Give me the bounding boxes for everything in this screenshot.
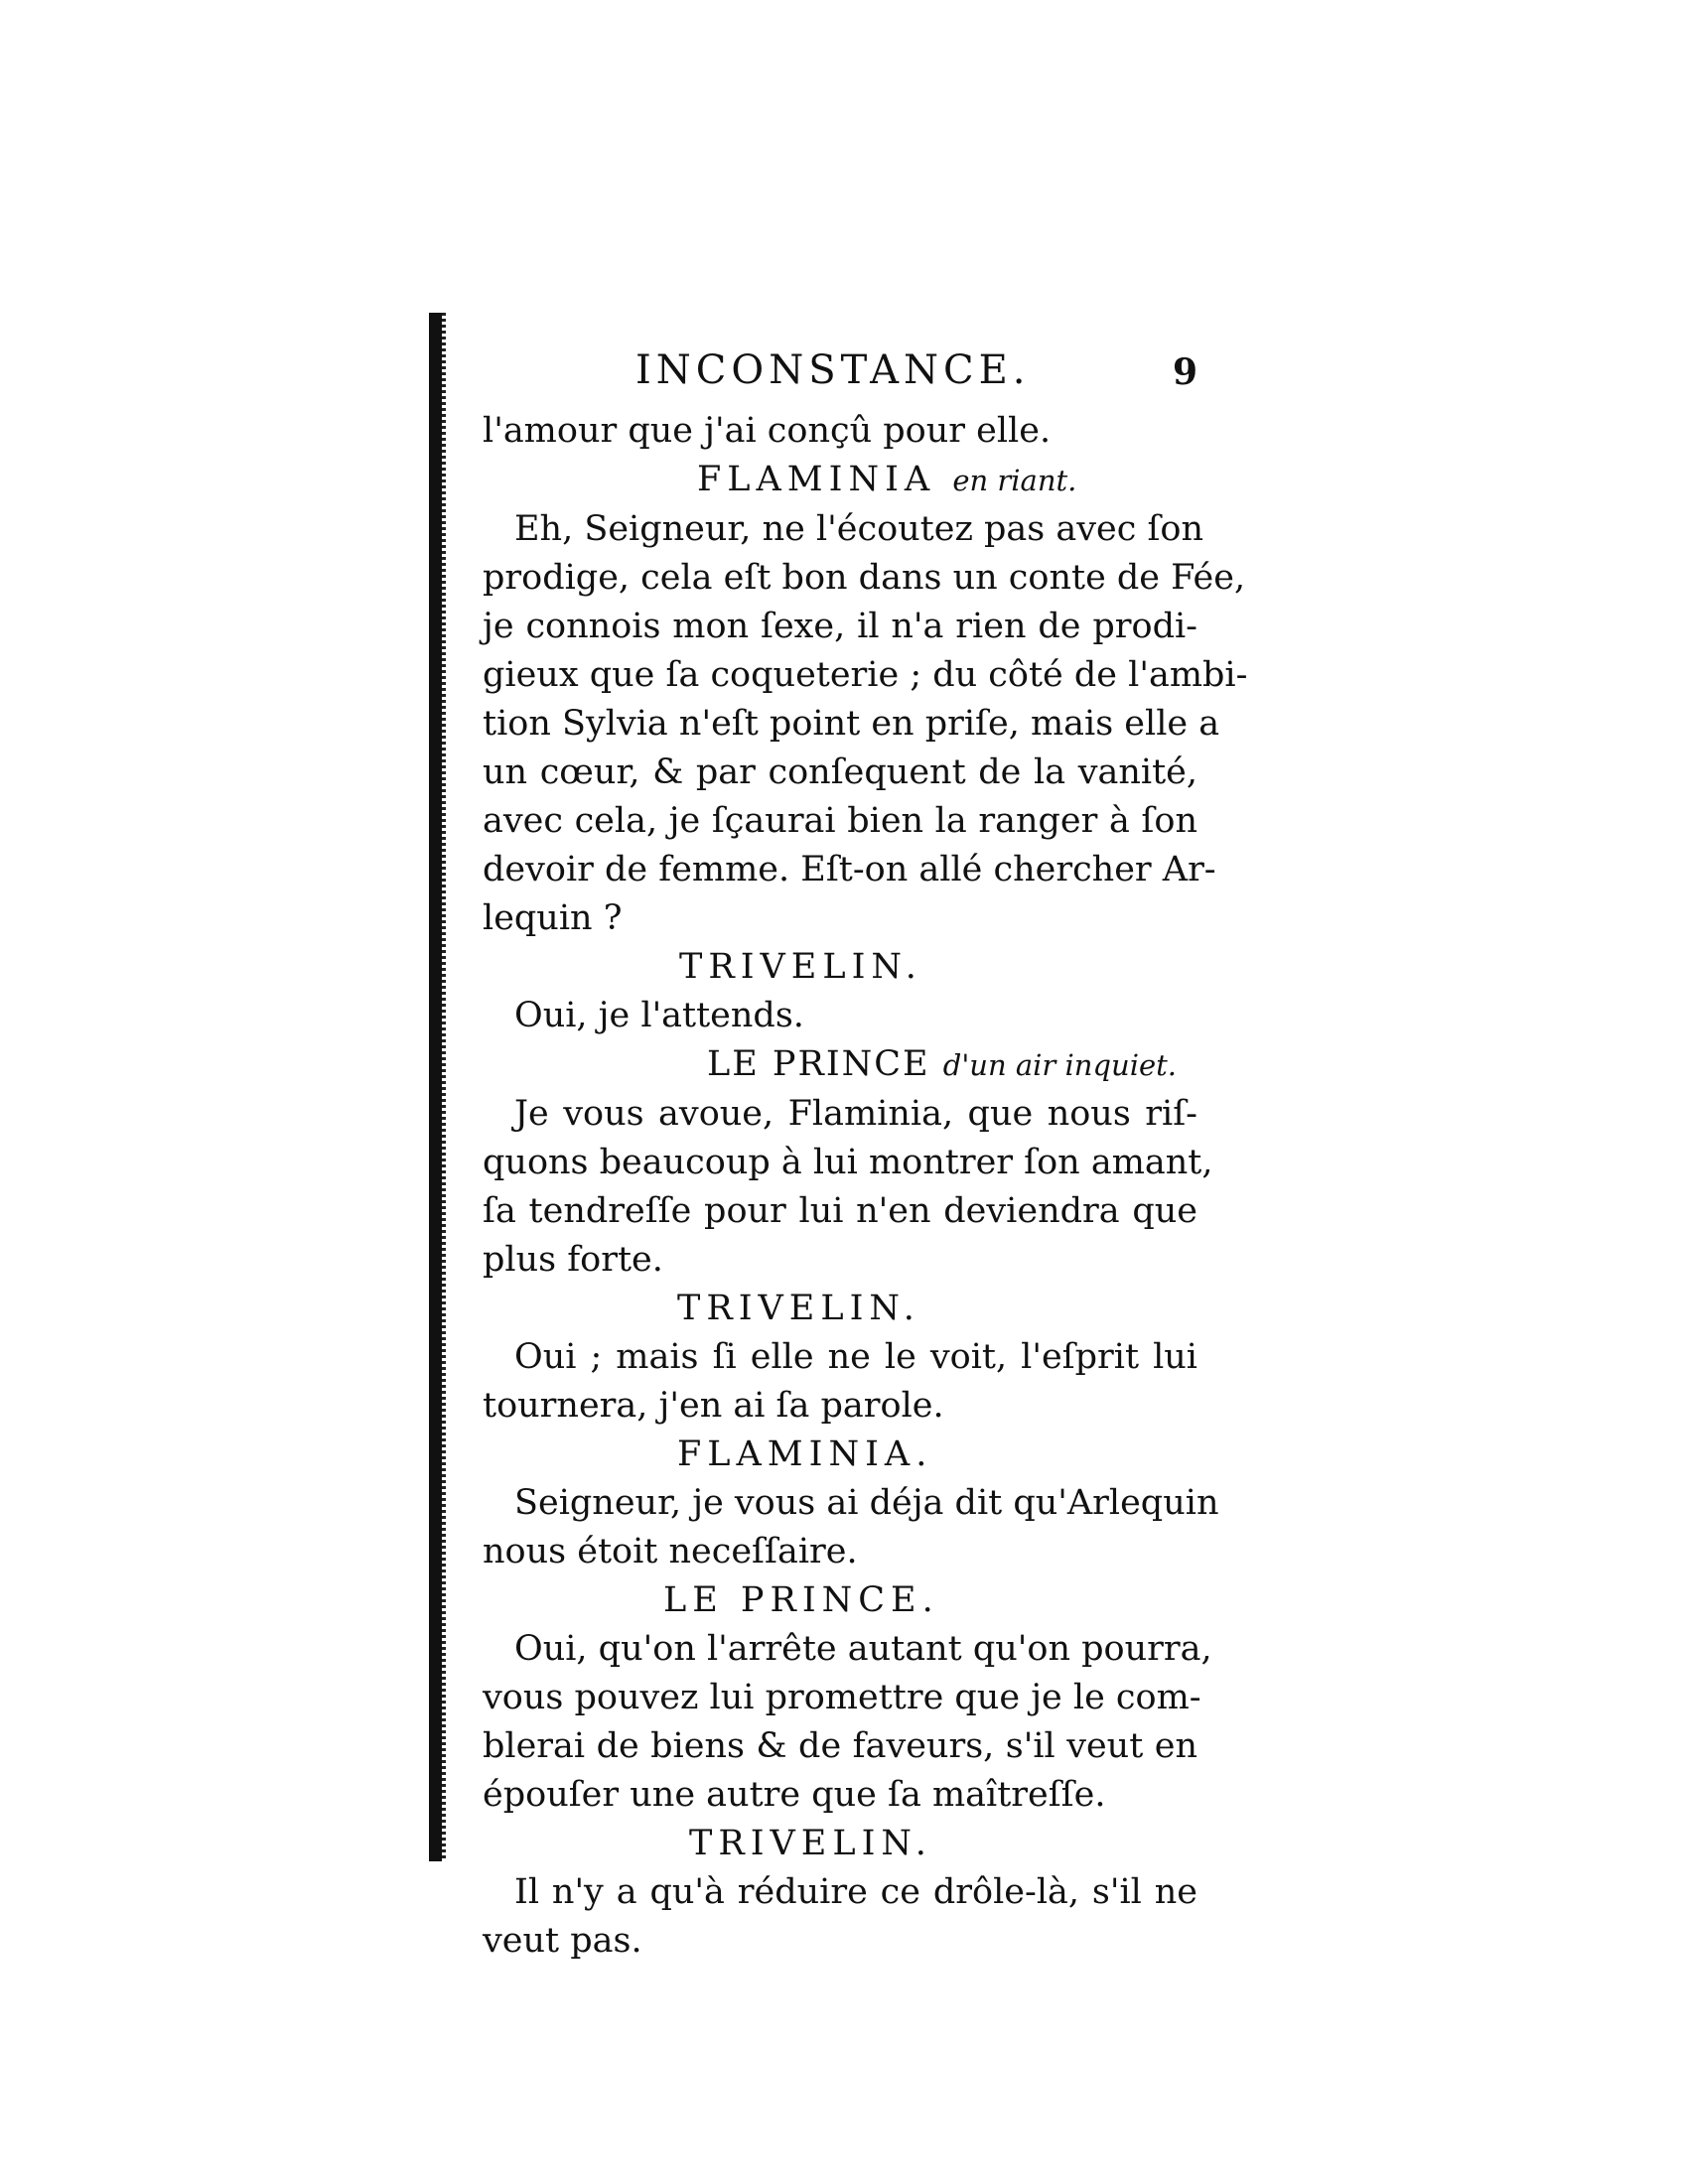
speech-line: ſa tendreſſe pour lui n'en deviendra que: [483, 1191, 1197, 1231]
speech-line: Oui ; mais ſi elle ne le voit, l'eſprit lui: [514, 1337, 1197, 1377]
speech-line: tion Sylvia n'eſt point en priſe, mais elle a: [483, 704, 1220, 744]
speaker-heading: [483, 1431, 1197, 1479]
speech-line: lequin ?: [483, 898, 623, 938]
speech-paragraph: [483, 505, 1248, 943]
running-head: [483, 347, 1197, 407]
speech-paragraph: [483, 1625, 1212, 1820]
speaker-heading: [483, 943, 1197, 992]
speaker-heading: [483, 456, 1197, 505]
speech-line: blerai de biens & de faveurs, s'il veut en: [483, 1726, 1197, 1766]
speaker-heading: [483, 1285, 1197, 1333]
speaker-heading: [483, 1040, 1197, 1090]
speech-line: vous pouvez lui promettre que je le com-: [483, 1678, 1201, 1717]
speech-line: épouſer une autre que ſa maîtreſſe.: [483, 1775, 1106, 1815]
speech-line: Je vous avoue, Flaminia, que nous riſ-: [514, 1094, 1197, 1134]
speaker-heading: [483, 1576, 1197, 1625]
page-gutter-edge: [429, 313, 442, 1861]
continuation-line: l'amour que j'ai conçû pour elle.: [483, 411, 1052, 451]
speech-paragraph: [483, 1868, 1197, 1966]
speaker-name: TRIVELIN.: [679, 947, 922, 987]
text-block: [483, 347, 1248, 1966]
speech-paragraph: [483, 1479, 1219, 1576]
speech-line: prodige, cela eſt bon dans un conte de Fée,: [483, 558, 1246, 598]
speaker-name: TRIVELIN.: [677, 1289, 920, 1328]
speech-line: je connois mon ſexe, il n'a rien de prodi-: [483, 607, 1197, 646]
speech-line: devoir de femme. Eſt-on allé chercher Ar-: [483, 850, 1216, 889]
speech-line: Oui, qu'on l'arrête autant qu'on pourra,: [514, 1629, 1212, 1669]
speech-paragraph: [483, 1333, 1197, 1431]
speech-line: Seigneur, je vous ai déja dit qu'Arlequin: [514, 1483, 1219, 1523]
speaker-name: FLAMINIA.: [677, 1434, 933, 1474]
page-gutter-texture: [442, 313, 446, 1861]
speaker-name: TRIVELIN.: [689, 1824, 932, 1863]
speech-line: Eh, Seigneur, ne l'écoutez pas avec ſon: [514, 509, 1204, 549]
speech-line: plus forte.: [483, 1240, 663, 1280]
speaker-name: LE PRINCE: [707, 1044, 930, 1084]
stage-direction: en riant.: [952, 464, 1077, 497]
speech-line: gieux que ſa coqueterie ; du côté de l'ambi-: [483, 655, 1248, 695]
speech-line: un cœur, & par conſequent de la vanité,: [483, 752, 1197, 792]
speaker-name: FLAMINIA: [697, 460, 936, 499]
speech-line: Il n'y a qu'à réduire ce drôle-là, s'il ne: [514, 1872, 1197, 1912]
speech-line: veut pas.: [483, 1921, 642, 1961]
speaker-name: LE PRINCE.: [663, 1580, 939, 1620]
speech-line: tournera, j'en ai ſa parole.: [483, 1386, 944, 1426]
speaker-heading: [483, 1820, 1197, 1868]
running-title: INCONSTANCE.: [635, 347, 1031, 393]
speech-line: avec cela, je ſçaurai bien la ranger à ſon: [483, 801, 1197, 841]
speech-line: quons beaucoup à lui montrer ſon amant,: [483, 1143, 1213, 1182]
page-number: 9: [1172, 351, 1197, 393]
speech-paragraph: [483, 1090, 1213, 1285]
speech-paragraph: [483, 992, 1197, 1040]
speech-line: nous étoit neceſſaire.: [483, 1532, 858, 1571]
speech-line: Oui, je l'attends.: [514, 996, 804, 1035]
stage-direction: d'un air inquiet.: [942, 1048, 1178, 1082]
